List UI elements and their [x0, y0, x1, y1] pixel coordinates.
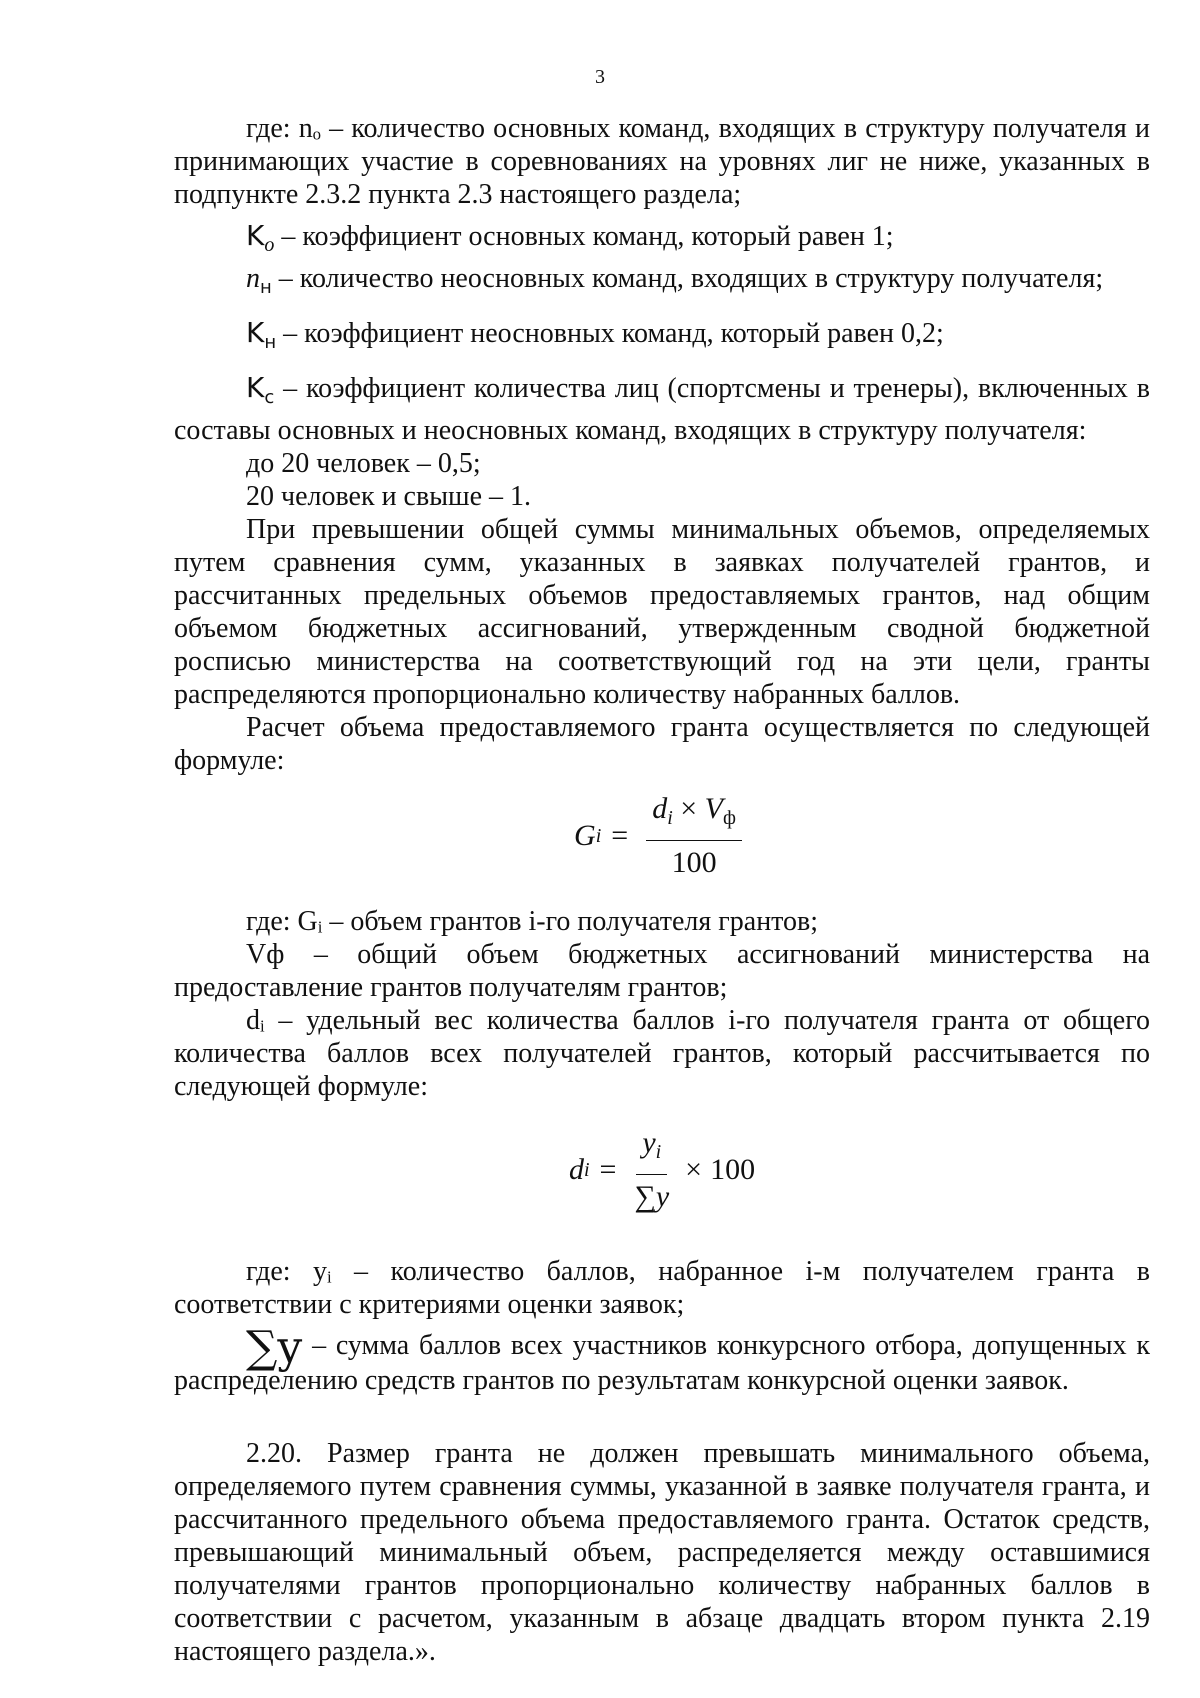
formula2-numerator [636, 1125, 667, 1175]
formula2-num: y [642, 1126, 656, 1159]
formula2-times: × [685, 1153, 703, 1186]
sumy-symbol: ∑y [246, 1322, 303, 1373]
formula1-num-a: d [652, 792, 668, 825]
formula2-factor: 100 [710, 1153, 756, 1186]
nn-symbol: n [246, 263, 260, 294]
paragraph-kn-definition [174, 316, 1150, 359]
kc-symbol: K [246, 371, 265, 404]
kc-text: – коэффициент количества лиц (спортсмены и тренеры), включенных в составы основных и неосновных команд, входящих в структуру получателя: [174, 373, 1150, 446]
formula2-lhs: d [568, 1153, 584, 1186]
paragraph-gi-definition: где: Gᵢ – объем грантов i-го получателя грантов; [246, 906, 819, 937]
paragraph-over-20: 20 человек и свыше – 1. [246, 481, 532, 512]
page-content [174, 112, 1150, 1668]
paragraph-di-definition: dᵢ – удельный вес количества баллов i-го получателя гранта от общего количества баллов всех получателей грантов, который рассчитывается по следующей формуле: [174, 1005, 1150, 1102]
formula1-equals: = [611, 819, 629, 852]
formula-grant [174, 791, 1150, 881]
ko-text: – коэффициент основных команд, который равен 1; [274, 221, 894, 252]
paragraph-no-definition: где: nₒ – количество основных команд, входящих в структуру получателя и принимающих участие в соревнованиях на уровнях лиг не ниже, указанных в подпункте 2.3.2 пункта 2.3 настоящего раздела; [174, 113, 1150, 210]
formula1-numerator [646, 791, 742, 841]
paragraph-kc-definition [174, 371, 1150, 447]
formula2-equals: = [599, 1153, 617, 1186]
paragraph-vf-definition: Vф – общий объем бюджетных ассигнований министерства на предоставление грантов получателям грантов; [174, 939, 1150, 1003]
formula2-denominator [634, 1175, 669, 1215]
ko-subscript: o [264, 234, 275, 256]
ko-symbol: K [246, 219, 265, 252]
formula2-den-var: y [655, 1180, 670, 1213]
kn-text: – коэффициент неосновных команд, который равен 0,2; [276, 318, 944, 349]
kn-subscript: н [264, 332, 277, 353]
formula1-lhs-sub: i [595, 825, 602, 847]
page-number: 3 [595, 66, 605, 88]
formula1-num-a-sub: i [667, 807, 673, 829]
formula1-times: × [680, 792, 698, 825]
formula1-denominator: 100 [671, 846, 717, 879]
paragraph-yi-definition: где: yᵢ – количество баллов, набранное i-м получателем гранта в соответствии с критериями оценки заявок; [174, 1256, 1150, 1320]
nn-subscript: н [260, 277, 272, 298]
paragraph-excess: При превышении общей суммы минимальных объемов, определяемых путем сравнения сумм, указанных в заявках получателей грантов, и рассчитанных предельных объемов предоставляемых грантов, над общим объемом бюджетных ассигнований, утвержденным сводной бюджетной росписью министерства на соответствующий год на эти цели, гранты распределяются пропорционально количеству набранных баллов. [174, 514, 1150, 710]
paragraph-2-20: 2.20. Размер гранта не должен превышать минимального объема, определяемого путем сравнения суммы, указанной в заявке получателя гранта, и рассчитанного предельного объема предоставляемого гранта. Остаток средств, превышающий минимальный объем, распределяется между оставшимися получателями грантов пропорционально количеству набранных баллов в соответствии с расчетом, указанным в абзаце двадцать втором пункта 2.19 настоящего раздела.». [174, 1438, 1150, 1667]
paragraph-ko-definition [174, 219, 1150, 262]
paragraph-upto-20: до 20 человек – 0,5; [246, 448, 481, 479]
formula2-fraction [634, 1125, 669, 1215]
paragraph-calculation: Расчет объема предоставляемого гранта осуществляется по следующей формуле: [174, 712, 1150, 776]
kn-symbol: K [246, 316, 265, 349]
formula1-num-b: V [704, 792, 723, 825]
formula2-num-sub: i [655, 1141, 662, 1163]
nn-text: – количество неосновных команд, входящих в структуру получателя; [271, 263, 1104, 294]
formula1-lhs: G [574, 819, 596, 852]
formula1-fraction [646, 791, 742, 881]
sumy-text: – сумма баллов всех участников конкурсного отбора, допущенных к распределению средств грантов по результатам конкурсной оценки заявок. [174, 1330, 1150, 1396]
formula-share [174, 1125, 1150, 1215]
formula2-lhs-sub: i [583, 1159, 590, 1181]
kc-subscript: с [264, 387, 275, 408]
formula2-sigma: ∑ [634, 1180, 656, 1213]
paragraph-sumy-definition [174, 1322, 1150, 1397]
formula1-num-b-sub: ф [723, 807, 736, 829]
paragraph-nn-definition [174, 262, 1150, 304]
